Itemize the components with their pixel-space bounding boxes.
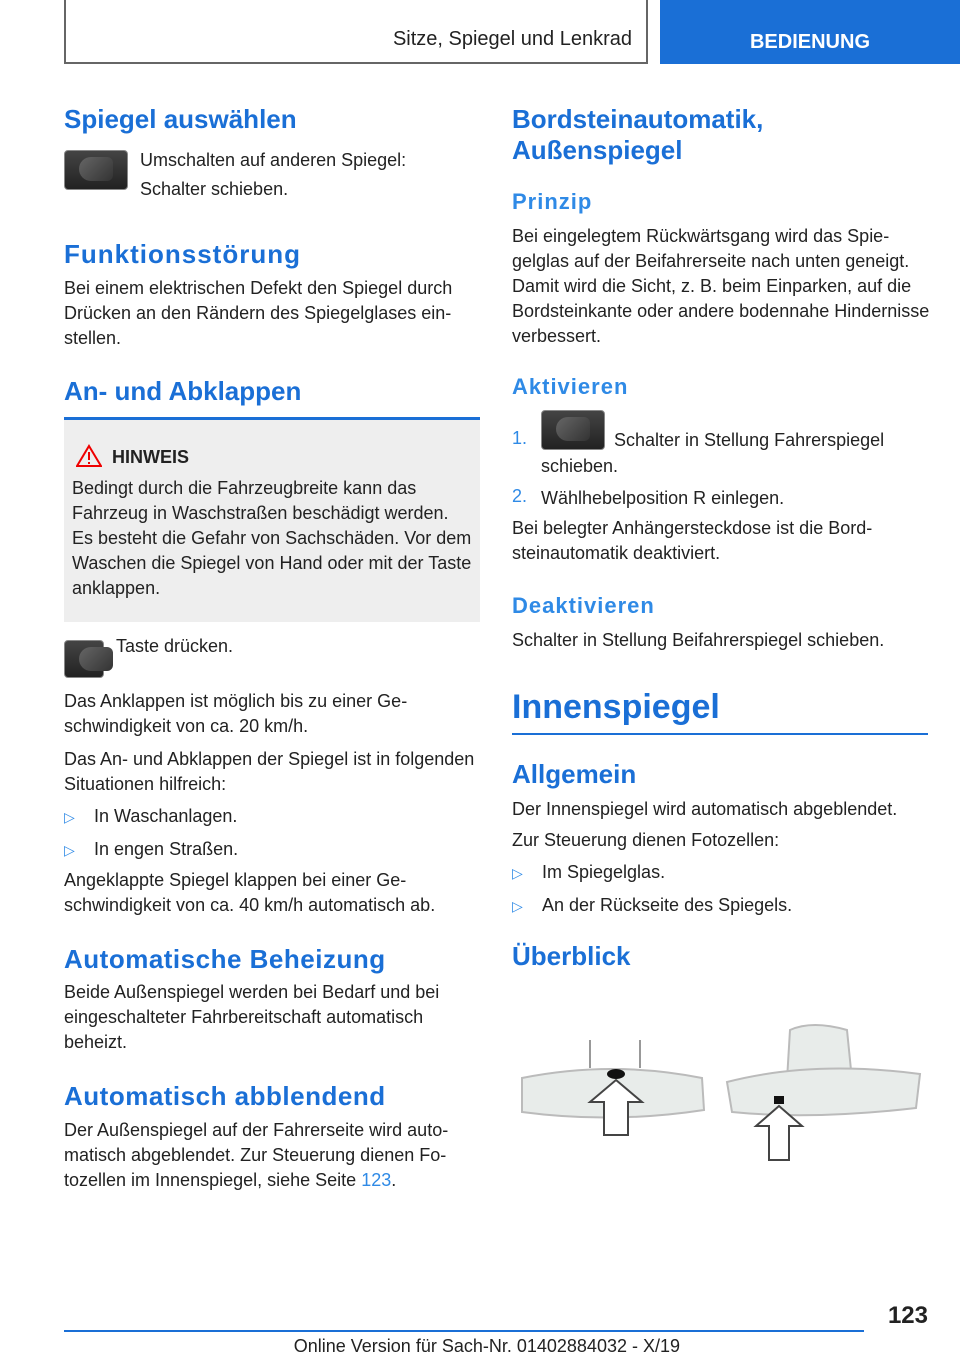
- header-box: [64, 0, 648, 64]
- paragraph-anhaenger: Bei belegter Anhängersteckdose ist die Bordsteinautomatik deaktiviert.: [512, 518, 873, 563]
- section-tab: BEDIENUNG: [660, 0, 960, 64]
- heading-innenspiegel: Innenspiegel: [512, 688, 720, 726]
- heading-beheizung: Automatische Beheizung: [64, 944, 386, 974]
- bullet-arrow-icon: ▷: [64, 809, 75, 825]
- chapter-title: Sitze, Spiegel und Lenkrad: [392, 28, 632, 50]
- heading-funktionsstoerung: Funktionsstörung: [64, 239, 301, 269]
- heading-allgemein: Allgemein: [512, 759, 637, 789]
- warning-text: Bedingt durch die Fahrzeugbreite kann das Fahrzeug in Waschstraßen beschädigt werden. Es besteht die Gefahr von Sachschäden. Vor dem Waschen die Spiegel von Hand oder mit der Taste anklappen.: [72, 478, 472, 598]
- step-1-text: Schalter in Stellung Fahrerspiegel: [614, 430, 885, 450]
- warning-title: HINWEIS: [112, 447, 190, 467]
- bullet-arrow-icon: ▷: [64, 842, 75, 858]
- footer-text: Online Version für Sach-Nr. 01402884032 - X/19: [293, 1336, 680, 1356]
- paragraph-angeklappt: Angeklappte Spiegel klappen bei einer Geschwindigkeit von ca. 40 km/h automatisch ab.: [64, 870, 436, 915]
- switch-instruction-2: Schalter schieben.: [140, 179, 289, 199]
- heading-spiegel-auswaehlen: Spiegel auswählen: [64, 104, 297, 134]
- step-number: 1.: [512, 428, 528, 448]
- warning-note: [64, 420, 480, 622]
- heading-ueberblick: Überblick: [512, 941, 631, 971]
- footer-rule: [64, 1330, 864, 1332]
- switch-instruction-1: Umschalten auf anderen Spiegel:: [140, 150, 407, 170]
- paragraph-situationen: Das An- und Abklappen der Spiegel ist in folgenden Situationen hilfreich:: [64, 749, 475, 794]
- rearview-mirror-illustration: [512, 1020, 932, 1170]
- heading-aktivieren: Aktivieren: [512, 374, 629, 399]
- page-number: 123: [887, 1302, 928, 1329]
- paragraph-allgemein: Der Innenspiegel wird automatisch abgeblendet.: [512, 799, 898, 819]
- step-2-text: Wählhebelposition R einlegen.: [541, 488, 785, 508]
- page-link[interactable]: 123: [361, 1170, 392, 1190]
- paragraph-beheizung: Beide Außenspiegel werden bei Bedarf und bei eingeschalteter Fahrbereitschaft automatisch beheizt.: [64, 982, 440, 1052]
- heading-an-abklappen: An- und Abklappen: [64, 376, 302, 406]
- paragraph-funktionsstoerung: Bei einem elektrischen Defekt den Spiegel durch Drücken an den Rändern des Spiegelglases einstellen.: [64, 278, 453, 348]
- paragraph-abblendend: Der Außenspiegel auf der Fahrerseite wird automatisch abgeblendet. Zur Steuerung dienen Fotozellen im Innenspiegel, siehe Seite 123.: [64, 1120, 449, 1190]
- paragraph-anklappen-speed: Das Anklappen ist möglich bis zu einer Geschwindigkeit von ca. 20 km/h.: [64, 691, 408, 736]
- heading-prinzip: Prinzip: [512, 189, 593, 214]
- section-rule: [512, 733, 928, 735]
- warning-triangle-icon: [76, 444, 102, 468]
- mirror-switch-icon: [541, 410, 605, 450]
- paragraph-deaktivieren: Schalter in Stellung Beifahrerspiegel schieben.: [512, 630, 885, 650]
- paragraph-prinzip: Bei eingelegtem Rückwärtsgang wird das Spiegelglas auf der Beifahrerseite nach unten geneigt. Damit wird die Sicht, z. B. beim Einparken, auf die Bordsteinkante oder andere bodennahe Hindernisse verbessert.: [512, 226, 930, 346]
- heading-deaktivieren: Deaktivieren: [512, 593, 655, 618]
- step-1-text-cont: schieben.: [541, 456, 619, 476]
- heading-bordsteinautomatik: Bordsteinautomatik, Außenspiegel: [512, 104, 764, 165]
- mirror-switch-icon: [64, 150, 128, 190]
- taste-instruction: Taste drücken.: [116, 636, 234, 656]
- fold-button-icon: [64, 640, 104, 678]
- bullet-arrow-icon: ▷: [512, 865, 523, 881]
- bullet-arrow-icon: ▷: [512, 898, 523, 914]
- paragraph-fotozellen: Zur Steuerung dienen Fotozellen:: [512, 830, 780, 850]
- heading-abblendend: Automatisch abblendend: [64, 1081, 386, 1111]
- step-number: 2.: [512, 486, 528, 506]
